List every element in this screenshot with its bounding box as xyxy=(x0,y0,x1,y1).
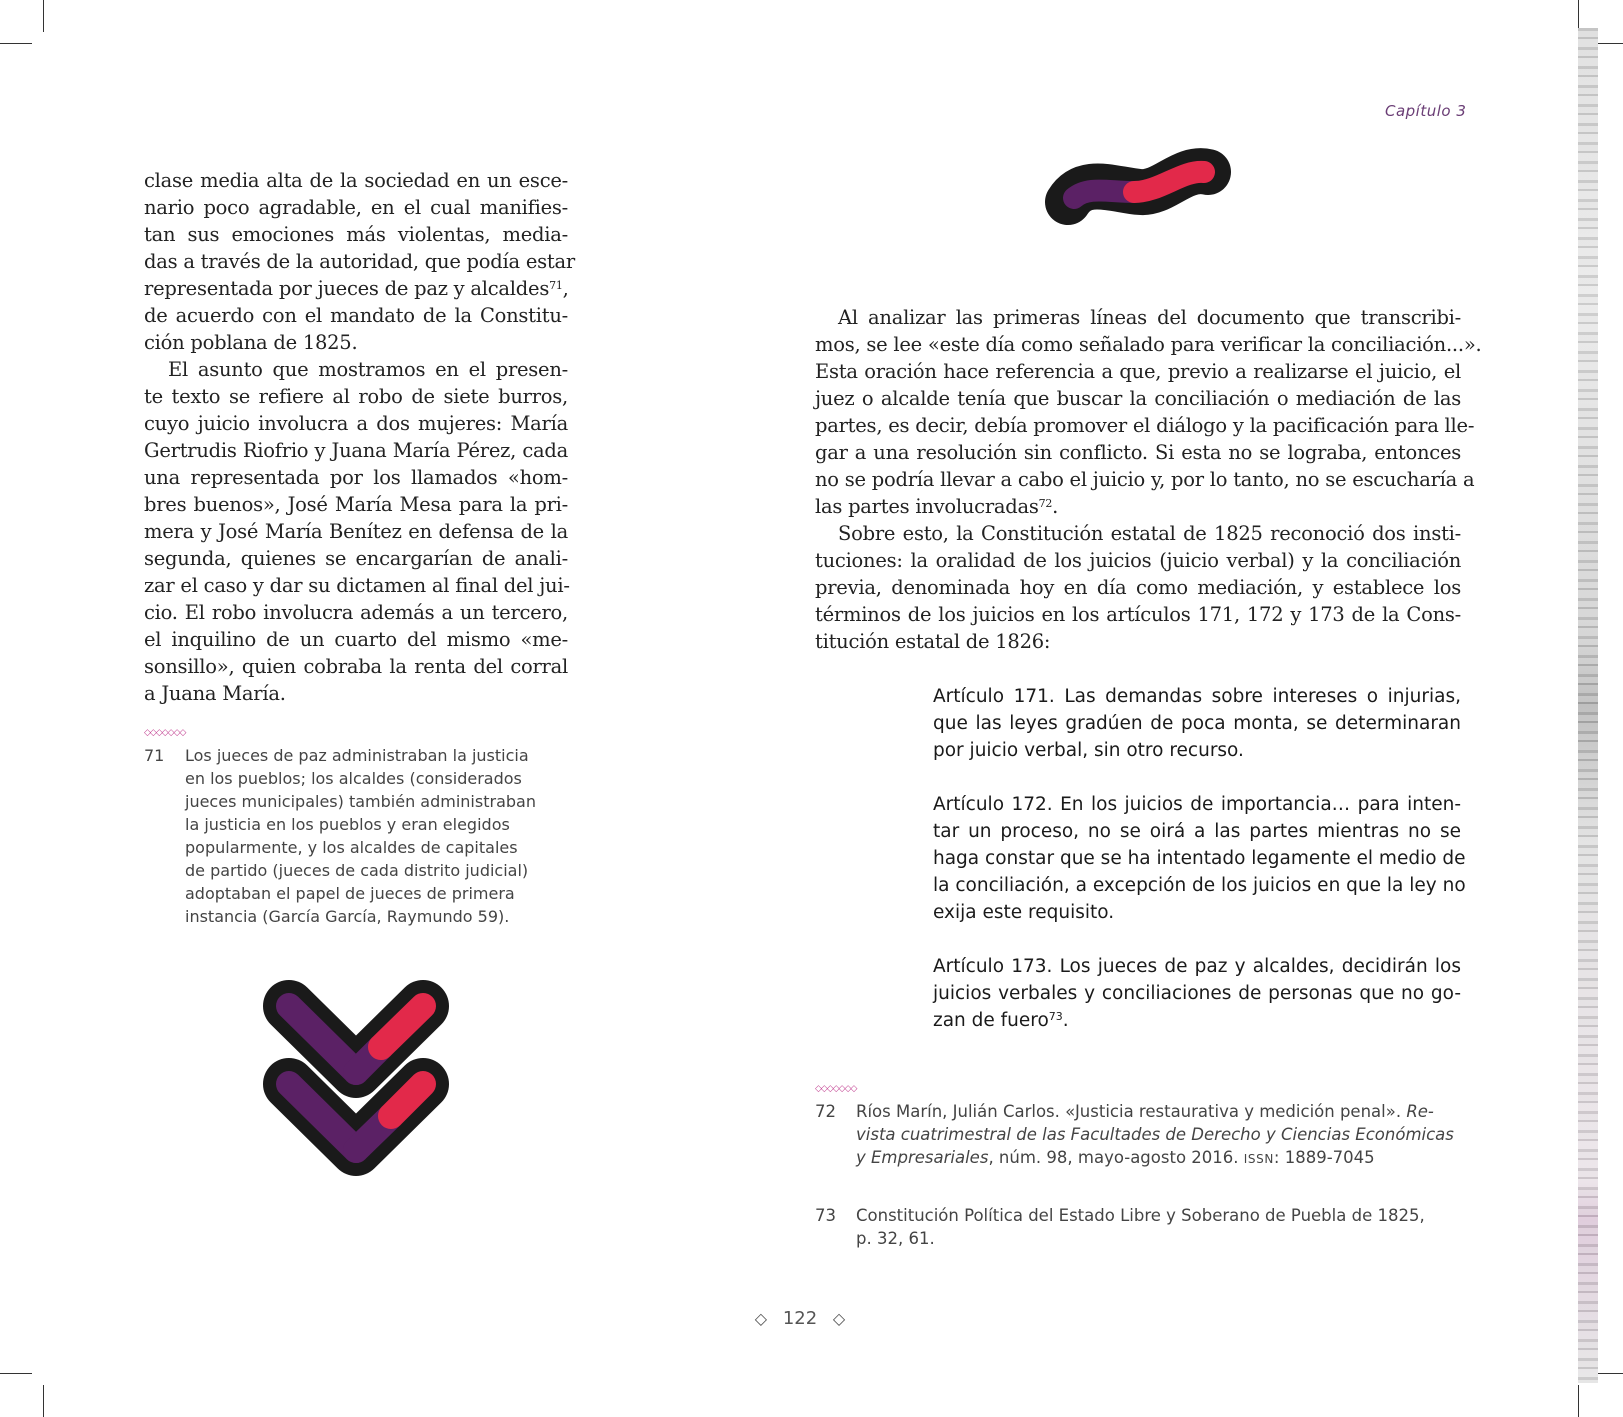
text-line: sonsillo», quien cobraba la renta del corral xyxy=(144,655,568,678)
text-line xyxy=(815,493,1461,520)
footnote-line xyxy=(856,1100,1434,1123)
text-line: tan sus emociones más violentas, media- xyxy=(144,223,568,246)
swash-ornament xyxy=(1044,148,1232,248)
text-line: Sobre esto, la Constitución estatal de 1825 reconoció dos insti- xyxy=(838,522,1461,545)
text-line: partes, es decir, debía promover el diálogo y la pacificación para lle- xyxy=(815,414,1475,437)
text-span: las partes involucradas xyxy=(815,495,1039,518)
footnote-divider: ◇◇◇◇◇◇◇ xyxy=(144,727,186,737)
text-line: segunda, quienes se encargarían de anali- xyxy=(144,547,568,570)
diamond-icon: ◇ xyxy=(754,1309,768,1328)
text-line: zar el caso y dar su dictamen al final del jui- xyxy=(144,574,570,597)
quote-line: Artículo 173. Los jueces de paz y alcaldes, decidirán los xyxy=(933,956,1461,977)
text-line: El asunto que mostramos en el presen- xyxy=(168,358,568,381)
footnote-divider: ◇◇◇◇◇◇◇ xyxy=(815,1083,857,1093)
text-line: nario poco agradable, en el cual manifies- xyxy=(144,196,568,219)
footnote-line: de partido (jueces de cada distrito judicial) xyxy=(185,861,529,880)
quote-line: juicios verbales y conciliaciones de personas que no go- xyxy=(933,983,1461,1004)
journal-title: y Empresariales xyxy=(856,1148,989,1167)
footnote-number: 71 xyxy=(144,746,165,765)
journal-title: vista cuatrimestral de las Facultades de Derecho y Ciencias Económicas xyxy=(856,1125,1454,1144)
text-line: a Juana María. xyxy=(144,682,286,705)
text-line: bres buenos», José María Mesa para la pri- xyxy=(144,493,568,516)
text-line: cio. El robo involucra además a un tercero, xyxy=(144,601,568,624)
text-span: . xyxy=(1052,495,1059,518)
text-line xyxy=(144,275,568,302)
footnote-ref[interactable]: 71 xyxy=(549,279,563,292)
text-span: , núm. 98, mayo-agosto 2016. xyxy=(988,1148,1244,1167)
footnote-line: Constitución Política del Estado Libre y Soberano de Puebla de 1825, xyxy=(856,1206,1425,1225)
crop-mark xyxy=(0,1373,32,1374)
crop-mark xyxy=(0,43,32,44)
quote-line xyxy=(933,1007,1461,1034)
footnote-line: instancia (García García, Raymundo 59). xyxy=(185,907,510,926)
footnote-line: adoptaban el papel de jueces de primera xyxy=(185,884,515,903)
text-span: representada por jueces de paz y alcaldes xyxy=(144,277,550,300)
text-line: tuciones: la oralidad de los juicios (juicio verbal) y la conciliación xyxy=(815,549,1461,572)
text-line: mos, se lee «este día como señalado para verificar la conciliación...». xyxy=(815,333,1482,356)
footnote-line xyxy=(856,1146,1375,1169)
footnote-line: jueces municipales) también administraban xyxy=(185,792,536,811)
footnote-line xyxy=(856,1123,1454,1146)
double-chevron-ornament xyxy=(263,980,449,1194)
text-line: ción poblana de 1825. xyxy=(144,331,358,354)
text-span: , xyxy=(562,277,569,300)
issn-label: ISSN xyxy=(1243,1152,1274,1166)
crop-mark xyxy=(1578,1385,1579,1417)
text-line: el inquilino de un cuarto del mismo «me- xyxy=(144,628,568,651)
text-line: clase media alta de la sociedad en un esce- xyxy=(144,169,568,192)
text-line: mera y José María Benítez en defensa de la xyxy=(144,520,568,543)
footnote-number: 73 xyxy=(815,1206,836,1225)
text-line: Gertrudis Riofrio y Juana María Pérez, cada xyxy=(144,439,568,462)
text-line: Esta oración hace referencia a que, previo a realizarse el juicio, el xyxy=(815,360,1461,383)
quote-line: la conciliación, a excepción de los juicios en que la ley no xyxy=(933,875,1466,896)
text-span: Ríos Marín, Julián Carlos. «Justicia restaurativa y medición penal». xyxy=(856,1102,1407,1121)
quote-line: que las leyes gradúen de poca monta, se determinaran xyxy=(933,713,1461,734)
quote-line: haga constar que se ha intentado legamente el medio de xyxy=(933,848,1466,869)
footnote-line: popularmente, y los alcaldes de capitales xyxy=(185,838,518,857)
footnote-line: Los jueces de paz administraban la justicia xyxy=(185,746,529,765)
quote-line: Artículo 172. En los juicios de importancia… para inten- xyxy=(933,794,1461,815)
text-span: . xyxy=(1062,1010,1069,1031)
footnote-ref[interactable]: 72 xyxy=(1038,497,1053,510)
footnote-ref[interactable]: 73 xyxy=(1048,1010,1063,1023)
text-line: cuyo juicio involucra a dos mujeres: María xyxy=(144,412,568,435)
text-line: titución estatal de 1826: xyxy=(815,630,1051,653)
text-line: términos de los juicios en los artículos 171, 172 y 173 de la Cons- xyxy=(815,603,1461,626)
text-line: previa, denominada hoy en día como mediación, y establece los xyxy=(815,576,1461,599)
text-line: gar a una resolución sin conflicto. Si esta no se lograba, entonces xyxy=(815,441,1461,464)
footnote-line: la justicia en los pueblos y eran elegidos xyxy=(185,815,510,834)
chapter-heading: Capítulo 3 xyxy=(1385,102,1467,120)
page-number: 122 xyxy=(782,1308,818,1329)
footnote-number: 72 xyxy=(815,1102,836,1121)
diamond-icon: ◇ xyxy=(832,1309,846,1328)
crop-mark xyxy=(1578,0,1579,28)
text-span: zan de fuero xyxy=(933,1010,1049,1031)
journal-title: Re- xyxy=(1406,1102,1434,1121)
text-line: das a través de la autoridad, que podía estar xyxy=(144,250,575,273)
crop-mark xyxy=(43,0,44,32)
footnote-line: p. 32, 61. xyxy=(856,1229,935,1248)
text-line: de acuerdo con el mandato de la Constitu- xyxy=(144,304,568,327)
text-line: te texto se refiere al robo de siete burros, xyxy=(144,385,568,408)
text-line: Al analizar las primeras líneas del documento que transcribi- xyxy=(838,306,1461,329)
text-span: : 1889-7045 xyxy=(1273,1148,1375,1167)
footnote-line: en los pueblos; los alcaldes (considerados xyxy=(185,769,522,788)
page-edge-texture xyxy=(1578,28,1598,1383)
text-line: juez o alcalde tenía que buscar la conciliación o mediación de las xyxy=(815,387,1461,410)
text-line: no se podría llevar a cabo el juicio y, por lo tanto, no se escucharía a xyxy=(815,468,1475,491)
crop-mark xyxy=(43,1385,44,1417)
quote-line: por juicio verbal, sin otro recurso. xyxy=(933,740,1244,761)
quote-line: tar un proceso, no se oirá a las partes mientras no se xyxy=(933,821,1461,842)
text-line: una representada por los llamados «hom- xyxy=(144,466,568,489)
quote-line: exija este requisito. xyxy=(933,902,1115,923)
page-footer xyxy=(750,1308,850,1329)
quote-line: Artículo 171. Las demandas sobre intereses o injurias, xyxy=(933,686,1461,707)
